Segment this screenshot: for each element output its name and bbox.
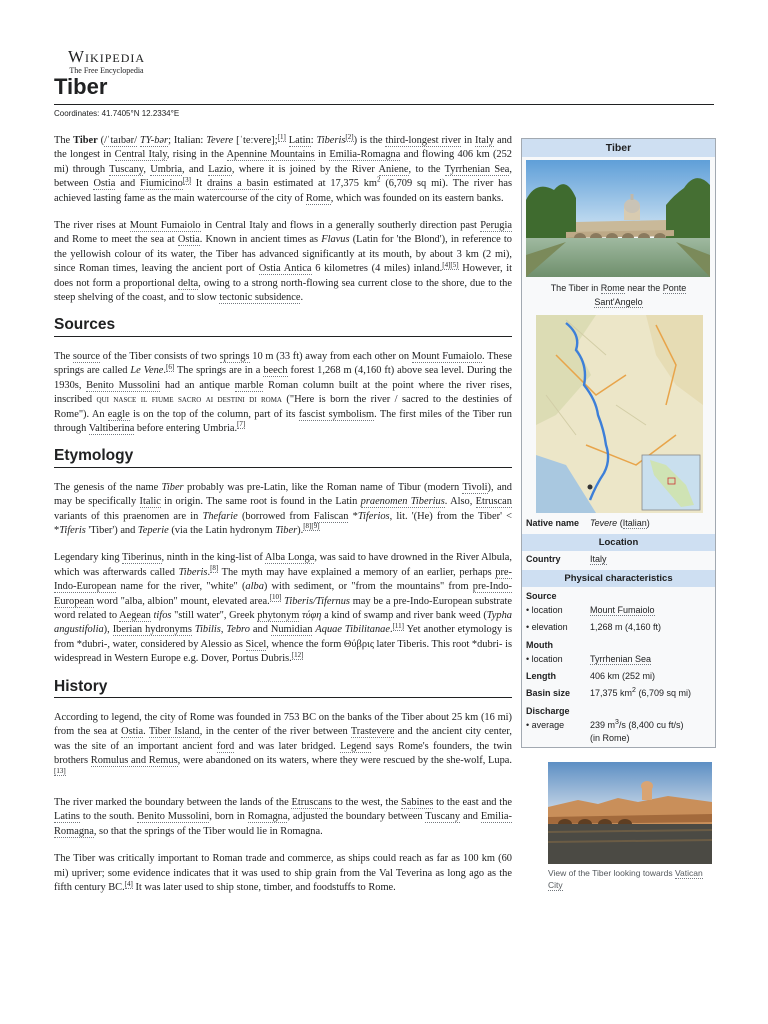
link[interactable]: Fiumicino [140, 178, 183, 190]
link[interactable]: beech [263, 365, 288, 377]
link[interactable]: fascist symbolism [298, 408, 375, 420]
infobox-section-location: Location [522, 534, 715, 551]
citation-link[interactable]: [11] [392, 621, 404, 630]
history-paragraph-3: The Tiber was critically important to Roman trade and commerce, as ships could reach as far as 100 km (60 mi) upriver; some evidence indicates that it was used to ship grain from the Val Teverina as long ago as the fifth century BC.[4] It was later used to ship stone, timber, and foodstuffs to Rome. [54, 853, 512, 894]
link-tyrrhenian-sea[interactable]: Tyrrhenian Sea [590, 654, 652, 664]
link-mount-fumaiolo[interactable]: Mount Fumaiolo [590, 605, 655, 615]
link[interactable]: delta [177, 277, 199, 289]
infobox [521, 138, 716, 748]
link[interactable]: Tuscany [109, 163, 144, 175]
link[interactable]: Emilia-Romagna [329, 149, 401, 161]
etymology-paragraph-1: The genesis of the name Tiber probably was pre-Latin, like the Roman name of Tibur (modern Tivoli), and may be specifically Italic in origin. The same root is found in the Latin praenomen Tiberius. Also, Etruscan variants of this praenomen are in Thefarie (borrowed from Faliscan *Tiferios, lit. '(He) from the Tiber' < *Tiferis 'Tiber') and Teperie (via the Latin hydronym Tiber).[8][9] [54, 481, 512, 536]
link[interactable]: Etruscan [475, 496, 512, 508]
citation-link[interactable]: [2] [345, 132, 354, 141]
link[interactable]: Numidian [270, 624, 313, 636]
link[interactable]: marble [234, 379, 264, 391]
link[interactable]: Benito Mussolini [86, 379, 161, 391]
citation-link[interactable]: [7] [237, 420, 246, 429]
infobox-row-country: Country Italy [526, 554, 607, 564]
link[interactable]: praenomen Tiberius [360, 496, 445, 508]
sources-paragraph: The source of the Tiber consists of two springs 10 m (33 ft) away from each other on Mount Fumaiolo. These springs are called Le Vene.[6] The springs are in a beech forest 1,268 m (4,160 ft) above sea level. During the 1930s, Benito Mussolini had an antique marble Roman column built at the point where the river rises, inscribed qui nasce il fiume sacro ai destini di roma ("Here is born the river / sacred to the destinies of Rome"). An eagle is on the top of the column, part of its fascist symbolism. The first miles of the Tiber run through Valtiberina before entering Umbria.[7] [54, 350, 512, 434]
infobox-row-length: Length 406 km (252 mi) [526, 671, 656, 681]
infobox-row-source-elevation: • elevation 1,268 m (4,160 ft) [526, 622, 662, 632]
link[interactable]: Iberian hydronyms [112, 624, 192, 636]
infobox-image-caption: The Tiber in Rome near the Ponte Sant'Angelo [550, 283, 687, 307]
link[interactable]: Rome [305, 192, 331, 204]
link[interactable]: Emilia-Romagna [54, 811, 512, 837]
citation-link[interactable]: [10] [269, 593, 282, 602]
link[interactable]: pre-Indo-European [54, 566, 513, 593]
link[interactable]: Tivoli [462, 481, 488, 493]
infobox-row-basin-size: Basin size 17,375 $km^2$ (6,709 sq mi) [526, 687, 691, 698]
history-paragraph-1: According to legend, the city of Rome was founded in 753 BC on the banks of the Tiber about 25 km (16 mi) from the sea at Ostia. Tiber Island, in the center of the river between Trastevere and the ancient city center, was the site of an important ancient ford and was later bridged. Legend says Rome's founders, the twin brothers Romulus and Remus, were abandoned on its waters, where they were rescued by the she-wolf, Lupa.[13] [54, 712, 512, 776]
link[interactable]: Tyrrhenian Sea [444, 163, 510, 175]
infobox-row-native-name: Native name Tevere (Italian) [526, 518, 650, 528]
intro-paragraph-1: The Tiber (/ˈtaɪbər/ TY-bər; Italian: Tevere [ˈteːvere];[1] Latin: Tiberis[2]) is the third-longest river in Italy and the longest in Central Italy, rising in the Apennine Mountains in Emilia-Romagna and flowing 406 km (252 mi) through Tuscany, Umbria, and Lazio, where it is joined by the River Aniene, to the Tyrrhenian Sea, between Ostia and Fiumicino[3] It drains a basin estimated at 17,375 $km^2$ (6,709 sq mi). The river has achieved lasting fame as the main watercourse of the city of Rome, which was founded on its eastern banks. [54, 132, 513, 204]
infobox-label-source: Source [526, 591, 557, 601]
link[interactable]: Tiberinus [122, 552, 162, 564]
thumbnail-figure [548, 762, 714, 891]
link[interactable]: third-longest river [385, 135, 462, 146]
section-heading-history: History [54, 680, 512, 698]
link[interactable]: Valtiberina [88, 422, 135, 434]
link[interactable]: Italic [139, 496, 161, 508]
link[interactable]: Lazio [208, 163, 232, 175]
link[interactable]: Apennine Mountains [226, 149, 315, 161]
link[interactable]: ford [216, 740, 235, 752]
citation-link[interactable]: [1] [277, 132, 286, 141]
citation-link[interactable]: [12] [291, 650, 304, 659]
link[interactable]: Trastevere [350, 726, 395, 738]
link-italian[interactable]: Italian [622, 518, 647, 528]
link-ponte-santangelo[interactable]: Ponte Sant'Angelo [594, 283, 687, 307]
citation-link[interactable]: [6] [166, 362, 175, 371]
link[interactable]: springs [219, 350, 250, 362]
citation-link[interactable]: [8][9] [303, 522, 320, 531]
link[interactable]: source [72, 350, 100, 362]
link[interactable]: Tuscany [425, 811, 461, 823]
link[interactable]: eagle [107, 408, 130, 420]
link[interactable]: Umbria [150, 163, 182, 175]
link-vatican-city[interactable]: Vatican City [548, 868, 703, 890]
etymology-paragraph-2: Legendary king Tiberinus, ninth in the king-list of Alba Longa, was said to have drowned in the River Albula, which was afterwards called Tiberis.[8] The myth may have explained a memory of an earlier, perhaps pre-Indo-European name for the river, "white" (alba) with sediment, or "from the mountains" from pre-Indo-European word "alba, albion" mount, elevated area.[10] Tiberis/Tifernus may be a pre-Indo-European substrate word related to Aegean tifos "still water", Greek phytonym τύφη a kind of swamp and river bank weed (Typha angustifolia), Iberian hydronyms Tibilis, Tebro and Numidian Aquae Tibilitanae.[11] Yet another etymology is from *dubri-, water, considered by Alessio as Sicel, whence the form Θύβρις later Tiberis. This root *dubri- is widespread in Western Europe e.g. Dover, Portus Dubris.[12] [54, 552, 513, 665]
section-heading-etymology: Etymology [54, 449, 512, 467]
link[interactable]: Etruscans [291, 797, 332, 809]
logo-wordmark: Wikipedia [68, 47, 146, 66]
link[interactable]: pre-Indo-European [54, 581, 512, 607]
tiber-rome-photo[interactable] [526, 160, 710, 277]
intro-paragraph-2: The river rises at Mount Fumaiolo in Central Italy and flows in a generally southerly direction past Perugia and Rome to meet the sea at Ostia. Known in ancient times as Flavus (Latin for 'the Blond'), in reference to the yellowish colour of its water, the Tiber has advanced significantly at its mouth, by about 3 km (2 mi), since Roman times, leaving the ancient port of Ostia Antica 6 kilometres (4 miles) inland.[4][5] However, it does not form a proportional delta, owing to a strong north-flowing sea current close to the shore, due to the steep shelving of the coast, and to slow tectonic subsidence. [54, 220, 513, 304]
infobox-section-physical: Physical characteristics [522, 570, 715, 587]
wikipedia-logo[interactable] [68, 48, 145, 75]
link-latin[interactable]: Latin [288, 135, 311, 146]
logo-tagline: The Free Encyclopedia [69, 66, 144, 75]
pronunciation-link[interactable]: /ˈtaɪbər/ [104, 135, 138, 146]
citation-link[interactable]: [4][5] [442, 260, 459, 269]
link[interactable]: Ostia Antica [258, 263, 312, 275]
infobox-label-mouth: Mouth [526, 640, 553, 650]
history-paragraph-2: The river marked the boundary between the lands of the Etruscans to the west, the Sabines to the east and the Latins to the south. Benito Mussolini, born in Romagna, adjusted the boundary between Tuscany and Emilia-Romagna, so that the springs of the Tiber would lie in Romagna. [54, 797, 512, 837]
coordinates[interactable]: Coordinates: 41.7405°N 12.2334°E [54, 109, 180, 118]
river-route-map[interactable] [536, 315, 703, 513]
link[interactable]: Tiber Island [148, 726, 200, 738]
thumbnail-caption: View of the Tiber looking towards Vatican City [548, 868, 703, 890]
citation-link[interactable]: [13] [54, 767, 66, 776]
link[interactable]: Sicel [245, 638, 267, 650]
link[interactable]: drains a basin [206, 178, 269, 190]
page-title: Tiber [54, 74, 108, 99]
infobox-label-discharge: Discharge [526, 706, 570, 716]
link[interactable]: Legend [340, 740, 372, 752]
link[interactable]: Ostia [177, 234, 200, 246]
link-rome[interactable]: Rome [600, 283, 625, 293]
link[interactable]: Aniene [378, 163, 409, 175]
citation-link[interactable]: [4] [124, 879, 133, 888]
link[interactable]: Italy [475, 135, 495, 146]
link[interactable]: Central Italy [114, 149, 167, 161]
link[interactable]: tectonic subsidence [219, 292, 301, 304]
tiber-vatican-photo[interactable] [548, 762, 712, 864]
infobox-row-mouth-location: • location Tyrrhenian Sea [526, 654, 652, 664]
article-body [54, 134, 512, 908]
link[interactable]: Perugia [480, 220, 512, 232]
citation-link[interactable]: [3] [182, 175, 191, 184]
title-divider [54, 104, 714, 105]
citation-link[interactable]: [8] [210, 564, 219, 573]
link[interactable]: Faliscan [313, 510, 349, 522]
infobox-row-source-location: • location Mount Fumaiolo [526, 605, 655, 615]
link[interactable]: Ostia [93, 178, 116, 190]
link-italy[interactable]: Italy [590, 554, 607, 564]
link[interactable]: Aegean [119, 609, 151, 621]
link[interactable]: Mount Fumaiolo [129, 220, 201, 232]
infobox-title: Tiber [522, 139, 715, 157]
link[interactable]: Sabines [401, 797, 434, 809]
link[interactable]: Ostia [121, 726, 144, 738]
link[interactable]: Benito Mussolini [137, 811, 210, 823]
infobox-row-discharge-average: • average 239 $m^3/s$ (8,400 cu ft/s) (in Rome) [526, 719, 684, 743]
link[interactable]: phytonym [257, 609, 300, 621]
link[interactable]: Mount Fumaiolo [411, 350, 483, 362]
link[interactable]: Latins [54, 811, 80, 823]
link[interactable]: Alba Longa [264, 552, 315, 564]
section-heading-sources: Sources [54, 318, 512, 336]
respelling-link[interactable]: TY-bər [139, 135, 169, 146]
link[interactable]: Romagna [247, 811, 288, 823]
link[interactable]: Romulus and Remus [90, 755, 178, 767]
